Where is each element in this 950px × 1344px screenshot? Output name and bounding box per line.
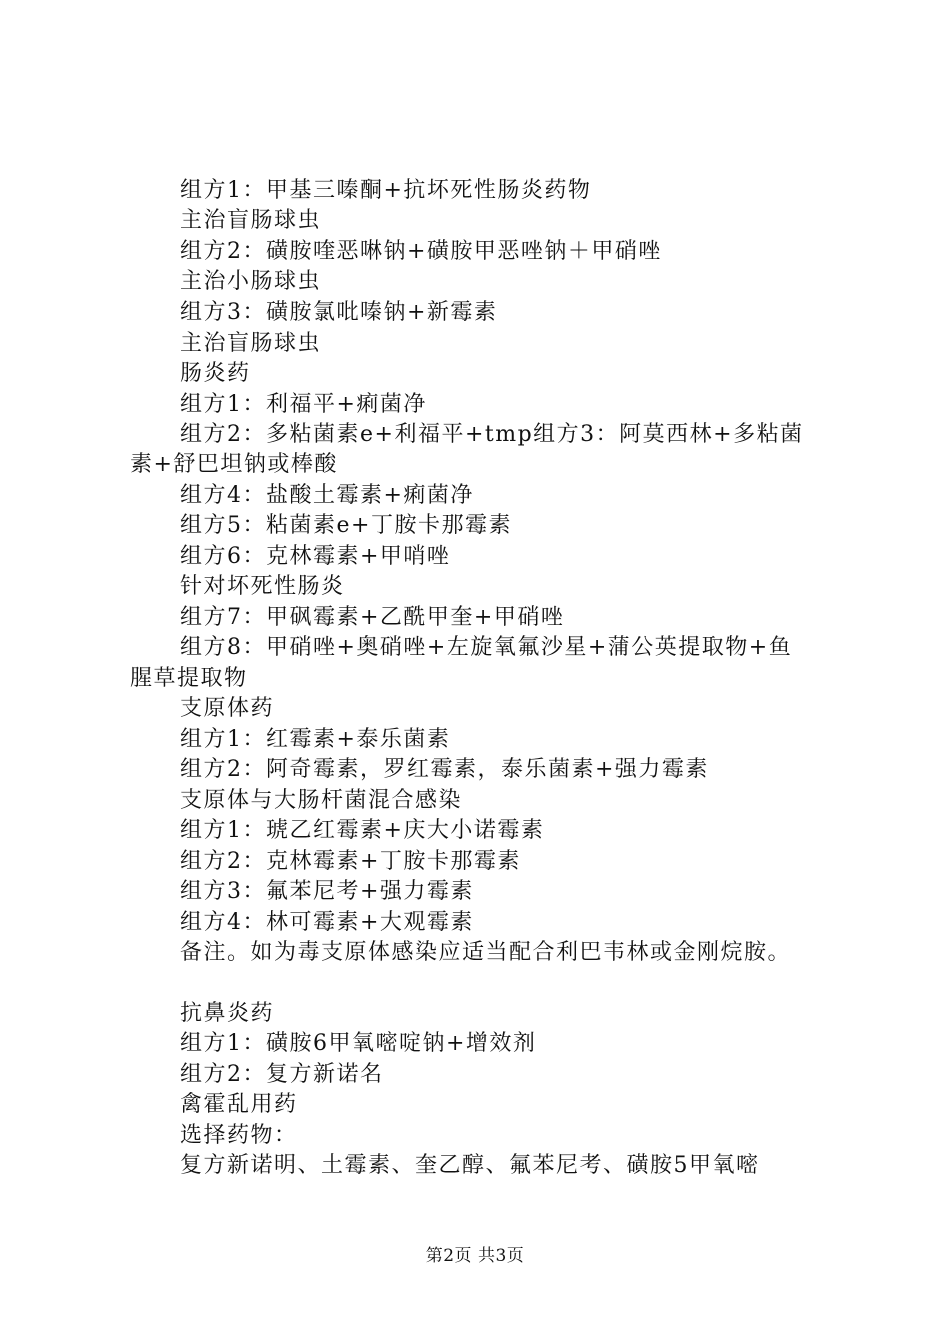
- text-line: 组方1：磺胺6甲氧嘧啶钠+增效剂: [180, 1031, 537, 1056]
- text-line: 组方2：多粘菌素e+利福平+tmp组方3：阿莫西林+多粘菌: [180, 422, 804, 447]
- text-line: 组方2：复方新诺名: [180, 1062, 384, 1087]
- text-line: 组方2：磺胺喹恶啉钠+磺胺甲恶唑钠＋甲硝唑: [180, 239, 662, 264]
- section-heading: 禽霍乱用药: [180, 1092, 298, 1117]
- text-line: 组方4：盐酸土霉素+痢菌净: [180, 483, 474, 508]
- text-line: 组方1：甲基三嗪酮+抗坏死性肠炎药物: [180, 178, 592, 203]
- section-heading: 抗鼻炎药: [180, 1001, 275, 1026]
- text-line: 组方8：甲硝唑+奥硝唑+左旋氧氟沙星+蒲公英提取物+鱼: [180, 635, 793, 660]
- text-line: 组方2：阿奇霉素，罗红霉素，泰乐菌素+强力霉素: [180, 757, 709, 782]
- text-line: 组方5：粘菌素e+丁胺卡那霉素: [180, 513, 512, 538]
- page-footer: 第2页 共3页: [425, 1246, 525, 1266]
- text-line: 组方2：克林霉素+丁胺卡那霉素: [180, 849, 521, 874]
- text-line: 组方6：克林霉素+甲哨唑: [180, 544, 451, 569]
- text-line: 主治小肠球虫: [180, 269, 322, 294]
- note-line: 备注。如为毒支原体感染应适当配合利巴韦林或金刚烷胺。: [180, 940, 792, 965]
- text-line: 选择药物：: [180, 1123, 298, 1148]
- text-line: 组方1：红霉素+泰乐菌素: [180, 727, 451, 752]
- text-line: 复方新诺明、土霉素、奎乙醇、氟苯尼考、磺胺5甲氧嘧: [180, 1153, 760, 1178]
- section-heading: 肠炎药: [180, 361, 251, 386]
- text-line: 组方1：琥乙红霉素+庆大小诺霉素: [180, 818, 545, 843]
- text-line: 组方1：利福平+痢菌净: [180, 392, 427, 417]
- text-line: 主治盲肠球虫: [180, 331, 322, 356]
- text-line: 主治盲肠球虫: [180, 208, 322, 233]
- text-line: 素+舒巴坦钠或棒酸: [130, 452, 338, 477]
- text-line: 组方4：林可霉素+大观霉素: [180, 910, 474, 935]
- text-line: 组方7：甲砜霉素+乙酰甲奎+甲硝唑: [180, 605, 565, 630]
- section-heading: 支原体与大肠杆菌混合感染: [180, 788, 463, 813]
- section-heading: 针对坏死性肠炎: [180, 574, 345, 599]
- text-line: 组方3：磺胺氯吡嗪钠+新霉素: [180, 300, 498, 325]
- text-line: 组方3：氟苯尼考+强力霉素: [180, 879, 474, 904]
- section-heading: 支原体药: [180, 696, 275, 721]
- text-line: 腥草提取物: [130, 666, 248, 691]
